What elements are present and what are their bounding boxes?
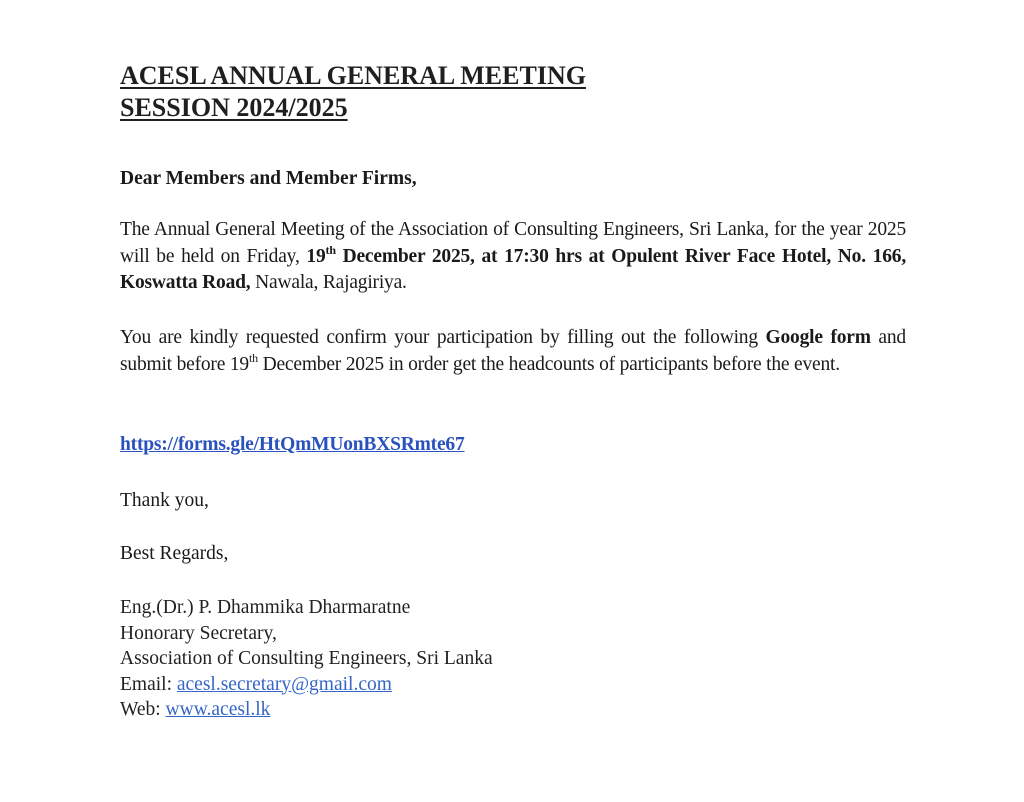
document-page	[120, 60, 906, 720]
best-regards-text: Best Regards,	[120, 543, 229, 564]
meeting-date-rest: December 2025, at 17:30 hrs at Opulent River Face Hotel, No. 166, Koswatta Road,	[120, 245, 906, 293]
salutation: Dear Members and Member Firms,	[120, 168, 417, 189]
meeting-intro-text: The Annual General Meeting of the Association of Consulting Engineers, Sri Lanka, for the year 2025 will be held on Friday,	[120, 219, 906, 267]
meeting-date-day: 19	[306, 245, 326, 267]
title-line-1: ACESL ANNUAL GENERAL MEETING	[120, 61, 586, 90]
signatory-name: Eng.(Dr.) P. Dhammika Dharmaratne	[120, 597, 411, 618]
document-title	[120, 60, 906, 124]
rsvp-date-suffix: th	[248, 350, 258, 365]
rsvp-text-1: You are kindly requested confirm your participation by filling out the following	[120, 327, 766, 348]
meeting-date-suffix: th	[325, 242, 336, 257]
web-line	[120, 697, 493, 723]
google-form-label: Google form	[765, 327, 871, 348]
web-label: Web:	[120, 699, 166, 720]
google-form-link[interactable]: https://forms.gle/HtQmMUonBXSRmte67	[120, 434, 465, 455]
meeting-details-paragraph	[120, 217, 906, 297]
website-link[interactable]: www.acesl.lk	[165, 699, 271, 720]
title-line-2: SESSION 2024/2025	[120, 93, 348, 122]
rsvp-text-2: and submit before 19	[120, 327, 906, 375]
email-line	[120, 672, 493, 698]
rsvp-paragraph	[120, 325, 906, 378]
signatory-position: Honorary Secretary,	[120, 622, 277, 644]
signature-block	[120, 595, 493, 723]
email-link[interactable]: acesl.secretary@gmail.com	[176, 673, 392, 695]
meeting-location-tail: Nawala, Rajagiriya.	[250, 272, 407, 293]
signatory-organization: Association of Consulting Engineers, Sri Lanka	[120, 648, 493, 669]
thank-you-text: Thank you,	[120, 490, 209, 511]
rsvp-text-3: December 2025 in order get the headcounts of participants before the event.	[257, 353, 840, 375]
email-label: Email:	[120, 673, 177, 695]
